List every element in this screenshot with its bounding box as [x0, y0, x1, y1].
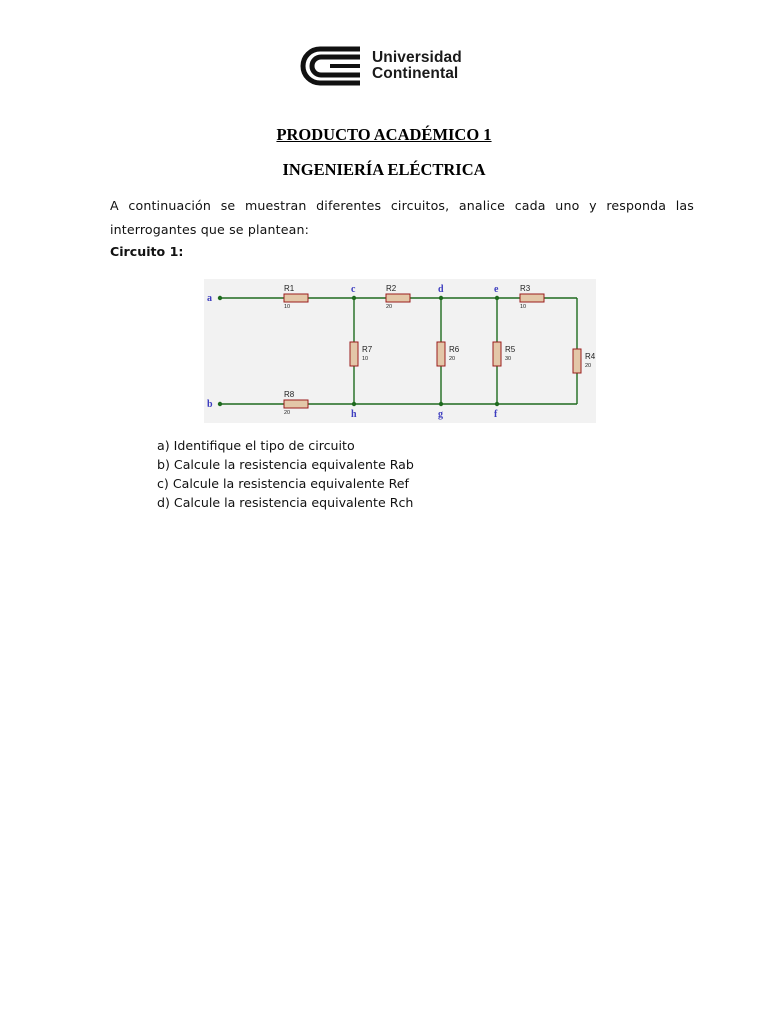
node-dot-c — [352, 296, 356, 300]
document-title: PRODUCTO ACADÉMICO 1 — [276, 125, 492, 144]
node-dot-d — [439, 296, 443, 300]
label-r3: R3 — [520, 284, 531, 293]
question-item: d) Calcule la resistencia equivalente Rch — [157, 495, 414, 510]
circuit-heading: Circuito 1: — [110, 244, 184, 259]
logo-line-1: Universidad — [372, 49, 462, 66]
node-label-d: d — [438, 284, 444, 295]
circuit-diagram — [204, 279, 596, 423]
value-r3: 10 — [520, 304, 527, 310]
resistor-r4 — [573, 349, 581, 373]
resistor-r8 — [284, 400, 308, 408]
node-dot-g — [439, 402, 443, 406]
resistor-r7 — [350, 342, 358, 366]
node-dot-f — [495, 402, 499, 406]
label-r4: R4 — [585, 352, 596, 361]
value-r2: 20 — [386, 304, 393, 310]
node-dot-a — [218, 296, 222, 300]
resistor-r3 — [520, 294, 544, 302]
value-r7: 10 — [362, 356, 369, 362]
label-r6: R6 — [449, 345, 460, 354]
resistor-r5 — [493, 342, 501, 366]
node-label-c: c — [351, 284, 356, 295]
logo-line-2: Continental — [372, 65, 459, 82]
node-label-g: g — [438, 409, 443, 420]
label-r2: R2 — [386, 284, 397, 293]
label-r8: R8 — [284, 390, 295, 399]
label-r1: R1 — [284, 284, 295, 293]
node-label-a: a — [207, 293, 212, 304]
node-label-e: e — [494, 284, 499, 295]
resistor-bodies — [284, 294, 581, 408]
value-r6: 20 — [449, 356, 456, 362]
node-label-b: b — [207, 399, 213, 410]
resistor-r6 — [437, 342, 445, 366]
university-emblem-icon — [300, 46, 364, 86]
document-subtitle: INGENIERÍA ELÉCTRICA — [282, 160, 486, 179]
label-r7: R7 — [362, 345, 373, 354]
node-dot-h — [352, 402, 356, 406]
university-logo — [300, 46, 462, 86]
resistor-r1 — [284, 294, 308, 302]
label-r5: R5 — [505, 345, 516, 354]
resistor-r2 — [386, 294, 410, 302]
question-item: c) Calcule la resistencia equivalente Ref — [157, 476, 409, 491]
value-r8: 20 — [284, 410, 291, 416]
value-r4: 20 — [585, 363, 592, 369]
node-dot-b — [218, 402, 222, 406]
value-r5: 30 — [505, 356, 512, 362]
question-item: a) Identifique el tipo de circuito — [157, 438, 355, 453]
circuit-wires — [220, 298, 577, 404]
node-dot-e — [495, 296, 499, 300]
intro-paragraph: A continuación se muestran diferentes circuitos, analice cada uno y responda las interrogantes que se plantean: — [110, 198, 694, 237]
node-label-h: h — [351, 409, 357, 420]
value-r1: 10 — [284, 304, 291, 310]
question-list — [157, 436, 414, 512]
node-label-f: f — [494, 409, 498, 420]
question-item: b) Calcule la resistencia equivalente Rab — [157, 457, 414, 472]
